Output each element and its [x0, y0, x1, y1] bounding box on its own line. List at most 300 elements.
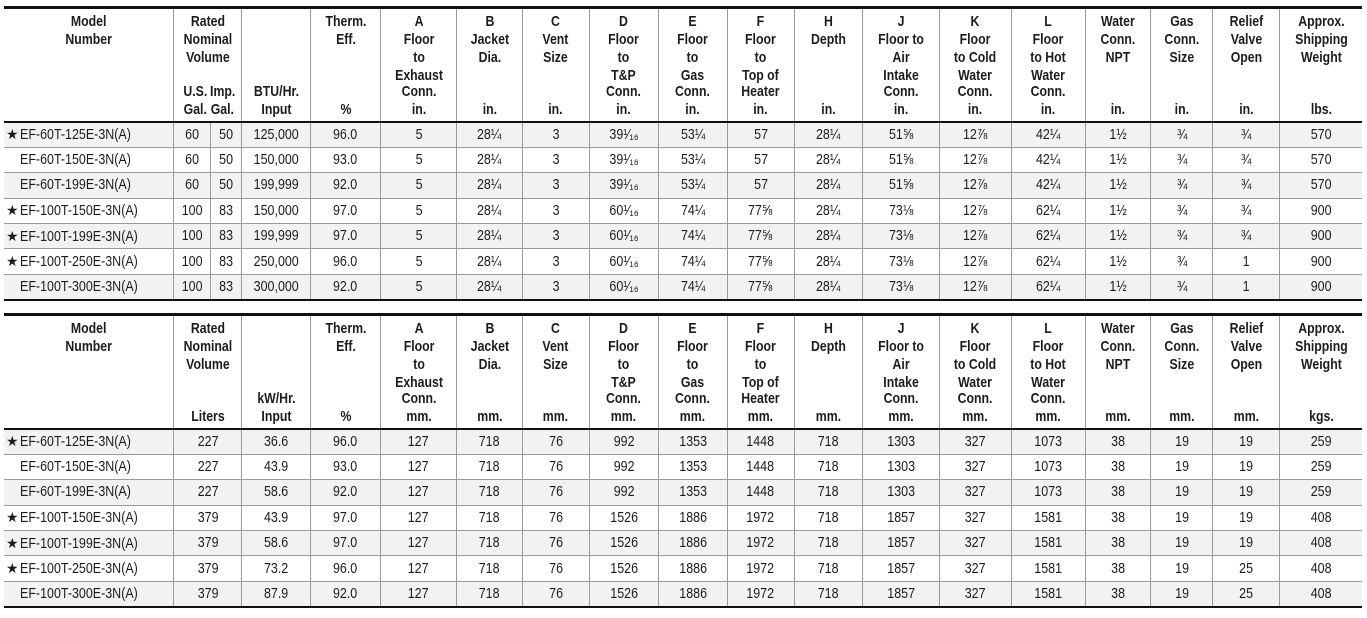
water-cell: 38 [1085, 454, 1151, 479]
us-gal-cell: 60 [174, 147, 211, 172]
h-cell: 718 [794, 454, 863, 479]
relief-cell: 19 [1213, 480, 1280, 505]
e-cell: 1353 [658, 480, 727, 505]
eff-cell: 97.0 [311, 198, 381, 223]
table-row [4, 454, 1362, 479]
weight-cell: 570 [1280, 147, 1362, 172]
eff-cell: 92.0 [311, 581, 381, 607]
btu-input-cell: 150,000 [242, 198, 311, 223]
kw-input-cell: 58.6 [242, 480, 311, 505]
c-cell: 3 [522, 224, 589, 249]
table-row [4, 556, 1362, 581]
model-number-cell: ★EF-100T-199E-3N(A) [4, 224, 174, 249]
l-cell: 42¼ [1011, 122, 1085, 148]
e-cell: 53¼ [658, 173, 727, 198]
relief-cell: 1 [1213, 274, 1280, 300]
imperial-table-body [4, 122, 1362, 301]
water-cell: 38 [1085, 581, 1151, 607]
j-cell: 1857 [863, 531, 939, 556]
k-cell: 327 [939, 505, 1011, 530]
weight-cell: 259 [1280, 454, 1362, 479]
a-cell: 127 [381, 454, 457, 479]
e-cell: 53¼ [658, 147, 727, 172]
a-cell: 5 [381, 173, 457, 198]
k-cell: 12⅞ [939, 224, 1011, 249]
f-cell: 77⅝ [727, 224, 794, 249]
kw-input-cell: 87.9 [242, 581, 311, 607]
header-e-gas: E Floor to Gas Conn. in. [664, 8, 721, 122]
b-cell: 718 [457, 556, 523, 581]
relief-cell: 19 [1213, 531, 1280, 556]
a-cell: 127 [381, 505, 457, 530]
a-cell: 127 [381, 581, 457, 607]
header-relief-valve: Relief Valve Open mm. [1219, 315, 1274, 429]
star-icon: ★ [6, 253, 19, 270]
h-cell: 718 [794, 429, 863, 455]
a-cell: 5 [381, 147, 457, 172]
e-cell: 1886 [658, 581, 727, 607]
weight-cell: 900 [1280, 274, 1362, 300]
k-cell: 327 [939, 429, 1011, 455]
eff-cell: 97.0 [311, 224, 381, 249]
header-gas-conn: Gas Conn. Size in. [1157, 8, 1208, 122]
b-cell: 718 [457, 429, 523, 455]
j-cell: 73⅛ [863, 274, 939, 300]
b-cell: 28¼ [457, 122, 523, 148]
model-number-cell: ★EF-100T-250E-3N(A) [4, 249, 174, 274]
imp-gal-cell: 50 [211, 173, 242, 198]
header-k-cold-water: K Floor to Cold Water Conn. mm. [946, 315, 1005, 429]
header-a-exhaust: A Floor to Exhaust Conn. in. [387, 8, 449, 122]
relief-cell: 19 [1213, 454, 1280, 479]
c-cell: 3 [522, 122, 589, 148]
b-cell: 28¼ [457, 173, 523, 198]
eff-cell: 96.0 [311, 429, 381, 455]
liters-cell: 379 [174, 505, 242, 530]
header-l-hot-water: L Floor to Hot Water Conn. in. [1018, 8, 1079, 122]
eff-cell: 96.0 [311, 249, 381, 274]
b-cell: 718 [457, 581, 523, 607]
e-cell: 74¼ [658, 198, 727, 223]
d-cell: 1526 [589, 505, 658, 530]
d-cell: 39¹⁄₁₆ [589, 122, 658, 148]
gas-cell: 19 [1151, 581, 1213, 607]
imperial-header-row [4, 8, 1362, 122]
kw-input-cell: 73.2 [242, 556, 311, 581]
model-number-cell: EF-60T-150E-3N(A) [4, 147, 174, 172]
water-cell: 1½ [1085, 173, 1151, 198]
model-number-cell: ★EF-100T-199E-3N(A) [4, 531, 174, 556]
b-cell: 28¼ [457, 249, 523, 274]
j-cell: 51⅝ [863, 147, 939, 172]
relief-cell: ¾ [1213, 224, 1280, 249]
e-cell: 1886 [658, 531, 727, 556]
a-cell: 5 [381, 224, 457, 249]
a-cell: 127 [381, 480, 457, 505]
imp-gal-cell: 50 [211, 147, 242, 172]
c-cell: 76 [522, 531, 589, 556]
water-cell: 1½ [1085, 122, 1151, 148]
us-gal-cell: 100 [174, 224, 211, 249]
star-icon: ★ [6, 534, 19, 551]
header-therm-eff: Therm. Eff. % [317, 8, 374, 122]
weight-cell: 570 [1280, 122, 1362, 148]
j-cell: 1303 [863, 429, 939, 455]
header-imp-gal: Imp. Gal. [209, 82, 236, 118]
f-cell: 1972 [727, 556, 794, 581]
water-cell: 38 [1085, 531, 1151, 556]
gas-cell: 19 [1151, 429, 1213, 455]
header-model-number: Model Number [19, 315, 158, 429]
water-cell: 38 [1085, 480, 1151, 505]
j-cell: 1857 [863, 556, 939, 581]
d-cell: 60¹⁄₁₆ [589, 198, 658, 223]
table-row [4, 274, 1362, 300]
f-cell: 77⅝ [727, 274, 794, 300]
d-cell: 1526 [589, 581, 658, 607]
imp-gal-cell: 83 [211, 274, 242, 300]
header-d-tp: D Floor to T&P Conn. in. [596, 8, 653, 122]
gas-cell: ¾ [1151, 249, 1213, 274]
f-cell: 57 [727, 173, 794, 198]
header-btu-input: BTU/Hr. Input [248, 8, 305, 122]
c-cell: 76 [522, 480, 589, 505]
header-a-exhaust: A Floor to Exhaust Conn. mm. [387, 315, 449, 429]
table-row [4, 173, 1362, 198]
j-cell: 1303 [863, 454, 939, 479]
header-l-hot-water: L Floor to Hot Water Conn. mm. [1018, 315, 1079, 429]
j-cell: 1303 [863, 480, 939, 505]
c-cell: 76 [522, 581, 589, 607]
c-cell: 3 [522, 198, 589, 223]
a-cell: 127 [381, 556, 457, 581]
e-cell: 53¼ [658, 122, 727, 148]
header-water-conn: Water Conn. NPT in. [1091, 8, 1145, 122]
b-cell: 28¼ [457, 274, 523, 300]
b-cell: 718 [457, 480, 523, 505]
header-j-air-intake: J Floor to Air Intake Conn. in. [870, 8, 932, 122]
imp-gal-cell: 83 [211, 224, 242, 249]
imperial-spec-table [4, 6, 1362, 301]
relief-cell: ¾ [1213, 173, 1280, 198]
a-cell: 127 [381, 531, 457, 556]
header-d-tp: D Floor to T&P Conn. mm. [596, 315, 653, 429]
liters-cell: 379 [174, 556, 242, 581]
b-cell: 28¼ [457, 224, 523, 249]
a-cell: 5 [381, 122, 457, 148]
liters-cell: 227 [174, 454, 242, 479]
table-row [4, 224, 1362, 249]
eff-cell: 92.0 [311, 274, 381, 300]
table-row [4, 581, 1362, 607]
weight-cell: 900 [1280, 249, 1362, 274]
k-cell: 327 [939, 454, 1011, 479]
l-cell: 1073 [1011, 480, 1085, 505]
relief-cell: ¾ [1213, 198, 1280, 223]
liters-cell: 227 [174, 429, 242, 455]
weight-cell: 900 [1280, 198, 1362, 223]
h-cell: 28¼ [794, 173, 863, 198]
l-cell: 1581 [1011, 531, 1085, 556]
a-cell: 5 [381, 274, 457, 300]
header-model-number: Model Number [19, 8, 158, 122]
f-cell: 77⅝ [727, 198, 794, 223]
d-cell: 39¹⁄₁₆ [589, 173, 658, 198]
j-cell: 73⅛ [863, 224, 939, 249]
kw-input-cell: 36.6 [242, 429, 311, 455]
k-cell: 12⅞ [939, 122, 1011, 148]
gas-cell: ¾ [1151, 147, 1213, 172]
f-cell: 1448 [727, 480, 794, 505]
l-cell: 1581 [1011, 505, 1085, 530]
weight-cell: 259 [1280, 480, 1362, 505]
h-cell: 718 [794, 505, 863, 530]
l-cell: 1073 [1011, 454, 1085, 479]
model-number-cell: EF-60T-199E-3N(A) [4, 480, 174, 505]
k-cell: 12⅞ [939, 274, 1011, 300]
f-cell: 1972 [727, 505, 794, 530]
l-cell: 42¼ [1011, 173, 1085, 198]
relief-cell: 19 [1213, 429, 1280, 455]
eff-cell: 93.0 [311, 454, 381, 479]
j-cell: 51⅝ [863, 122, 939, 148]
e-cell: 1886 [658, 556, 727, 581]
table-row [4, 505, 1362, 530]
f-cell: 1448 [727, 454, 794, 479]
eff-cell: 97.0 [311, 531, 381, 556]
l-cell: 62¼ [1011, 224, 1085, 249]
water-cell: 1½ [1085, 249, 1151, 274]
d-cell: 1526 [589, 531, 658, 556]
btu-input-cell: 125,000 [242, 122, 311, 148]
star-icon: ★ [6, 509, 19, 526]
c-cell: 76 [522, 556, 589, 581]
b-cell: 718 [457, 505, 523, 530]
weight-cell: 900 [1280, 224, 1362, 249]
water-cell: 1½ [1085, 147, 1151, 172]
kw-input-cell: 58.6 [242, 531, 311, 556]
d-cell: 60¹⁄₁₆ [589, 224, 658, 249]
header-water-conn: Water Conn. NPT mm. [1091, 315, 1145, 429]
gas-cell: 19 [1151, 454, 1213, 479]
weight-cell: 408 [1280, 531, 1362, 556]
water-cell: 1½ [1085, 224, 1151, 249]
imp-gal-cell: 83 [211, 198, 242, 223]
us-gal-cell: 100 [174, 198, 211, 223]
water-cell: 1½ [1085, 274, 1151, 300]
water-cell: 38 [1085, 556, 1151, 581]
weight-cell: 408 [1280, 556, 1362, 581]
eff-cell: 96.0 [311, 122, 381, 148]
header-gas-conn: Gas Conn. Size mm. [1157, 315, 1208, 429]
l-cell: 62¼ [1011, 198, 1085, 223]
weight-cell: 408 [1280, 505, 1362, 530]
j-cell: 1857 [863, 505, 939, 530]
k-cell: 12⅞ [939, 147, 1011, 172]
f-cell: 1972 [727, 581, 794, 607]
j-cell: 73⅛ [863, 249, 939, 274]
us-gal-cell: 100 [174, 249, 211, 274]
eff-cell: 92.0 [311, 173, 381, 198]
gas-cell: 19 [1151, 480, 1213, 505]
l-cell: 1073 [1011, 429, 1085, 455]
b-cell: 718 [457, 531, 523, 556]
header-shipping-weight: Approx. Shipping Weight kgs. [1287, 315, 1355, 429]
table-row [4, 147, 1362, 172]
h-cell: 718 [794, 480, 863, 505]
metric-table-body [4, 429, 1362, 608]
weight-cell: 408 [1280, 581, 1362, 607]
d-cell: 39¹⁄₁₆ [589, 147, 658, 172]
h-cell: 28¼ [794, 122, 863, 148]
liters-cell: 379 [174, 531, 242, 556]
k-cell: 327 [939, 581, 1011, 607]
f-cell: 1448 [727, 429, 794, 455]
gas-cell: ¾ [1151, 224, 1213, 249]
weight-cell: 259 [1280, 429, 1362, 455]
c-cell: 76 [522, 454, 589, 479]
h-cell: 28¼ [794, 147, 863, 172]
kw-input-cell: 43.9 [242, 505, 311, 530]
gas-cell: ¾ [1151, 122, 1213, 148]
k-cell: 12⅞ [939, 249, 1011, 274]
gas-cell: 19 [1151, 556, 1213, 581]
l-cell: 62¼ [1011, 274, 1085, 300]
f-cell: 57 [727, 122, 794, 148]
header-us-gal: U.S. Gal. [183, 82, 207, 118]
btu-input-cell: 300,000 [242, 274, 311, 300]
h-cell: 718 [794, 556, 863, 581]
header-f-top: F Floor to Top of Heater in. [733, 8, 788, 122]
h-cell: 28¼ [794, 274, 863, 300]
relief-cell: ¾ [1213, 147, 1280, 172]
k-cell: 12⅞ [939, 198, 1011, 223]
d-cell: 992 [589, 454, 658, 479]
btu-input-cell: 199,999 [242, 224, 311, 249]
water-cell: 1½ [1085, 198, 1151, 223]
star-icon: ★ [6, 433, 19, 450]
header-b-jacket: B Jacket Dia. mm. [463, 315, 517, 429]
c-cell: 3 [522, 274, 589, 300]
us-gal-cell: 60 [174, 173, 211, 198]
eff-cell: 93.0 [311, 147, 381, 172]
header-c-vent: C Vent Size in. [528, 8, 583, 122]
d-cell: 60¹⁄₁₆ [589, 249, 658, 274]
btu-input-cell: 150,000 [242, 147, 311, 172]
header-shipping-weight: Approx. Shipping Weight lbs. [1287, 8, 1355, 122]
eff-cell: 97.0 [311, 505, 381, 530]
b-cell: 28¼ [457, 198, 523, 223]
model-number-cell: EF-60T-150E-3N(A) [4, 454, 174, 479]
header-c-vent: C Vent Size mm. [528, 315, 583, 429]
btu-input-cell: 250,000 [242, 249, 311, 274]
k-cell: 327 [939, 531, 1011, 556]
metric-spec-table [4, 313, 1362, 608]
k-cell: 12⅞ [939, 173, 1011, 198]
header-e-gas: E Floor to Gas Conn. mm. [664, 315, 721, 429]
weight-cell: 570 [1280, 173, 1362, 198]
imp-gal-cell: 50 [211, 122, 242, 148]
gas-cell: 19 [1151, 505, 1213, 530]
relief-cell: 25 [1213, 556, 1280, 581]
header-j-air-intake: J Floor to Air Intake Conn. mm. [870, 315, 932, 429]
c-cell: 76 [522, 429, 589, 455]
header-k-cold-water: K Floor to Cold Water Conn. in. [946, 8, 1005, 122]
l-cell: 1581 [1011, 556, 1085, 581]
header-therm-eff: Therm. Eff. % [317, 315, 374, 429]
imp-gal-cell: 83 [211, 249, 242, 274]
relief-cell: 25 [1213, 581, 1280, 607]
h-cell: 718 [794, 581, 863, 607]
model-number-cell: EF-100T-300E-3N(A) [4, 274, 174, 300]
e-cell: 74¼ [658, 224, 727, 249]
e-cell: 74¼ [658, 249, 727, 274]
f-cell: 77⅝ [727, 249, 794, 274]
header-relief-valve: Relief Valve Open in. [1219, 8, 1274, 122]
c-cell: 76 [522, 505, 589, 530]
relief-cell: 19 [1213, 505, 1280, 530]
header-rated-volume: Rated Nominal Volume Liters [180, 315, 236, 429]
l-cell: 62¼ [1011, 249, 1085, 274]
star-icon: ★ [6, 202, 19, 219]
water-cell: 38 [1085, 505, 1151, 530]
b-cell: 718 [457, 454, 523, 479]
liters-cell: 227 [174, 480, 242, 505]
eff-cell: 92.0 [311, 480, 381, 505]
h-cell: 28¼ [794, 249, 863, 274]
header-kw-input: kW/Hr. Input [248, 315, 305, 429]
header-rated-volume: Rated Nominal Volume U.S. Gal. Imp. Gal. [180, 8, 236, 122]
model-number-cell: ★EF-100T-150E-3N(A) [4, 198, 174, 223]
h-cell: 28¼ [794, 224, 863, 249]
c-cell: 3 [522, 249, 589, 274]
gas-cell: ¾ [1151, 173, 1213, 198]
l-cell: 1581 [1011, 581, 1085, 607]
d-cell: 1526 [589, 556, 658, 581]
h-cell: 718 [794, 531, 863, 556]
header-b-jacket: B Jacket Dia. in. [463, 8, 517, 122]
model-number-cell: ★EF-100T-150E-3N(A) [4, 505, 174, 530]
model-number-cell: EF-100T-300E-3N(A) [4, 581, 174, 607]
star-icon: ★ [6, 227, 19, 244]
a-cell: 5 [381, 249, 457, 274]
model-number-cell: EF-60T-199E-3N(A) [4, 173, 174, 198]
j-cell: 1857 [863, 581, 939, 607]
metric-header-row [4, 315, 1362, 429]
d-cell: 992 [589, 429, 658, 455]
table-row [4, 249, 1362, 274]
table-row [4, 122, 1362, 148]
gas-cell: ¾ [1151, 198, 1213, 223]
d-cell: 992 [589, 480, 658, 505]
eff-cell: 96.0 [311, 556, 381, 581]
star-icon: ★ [6, 126, 19, 143]
e-cell: 1353 [658, 429, 727, 455]
kw-input-cell: 43.9 [242, 454, 311, 479]
header-f-top: F Floor to Top of Heater mm. [733, 315, 788, 429]
model-number-cell: ★EF-100T-250E-3N(A) [4, 556, 174, 581]
e-cell: 74¼ [658, 274, 727, 300]
liters-cell: 379 [174, 581, 242, 607]
d-cell: 60¹⁄₁₆ [589, 274, 658, 300]
water-cell: 38 [1085, 429, 1151, 455]
l-cell: 42¼ [1011, 147, 1085, 172]
a-cell: 5 [381, 198, 457, 223]
e-cell: 1886 [658, 505, 727, 530]
c-cell: 3 [522, 173, 589, 198]
f-cell: 57 [727, 147, 794, 172]
relief-cell: ¾ [1213, 122, 1280, 148]
